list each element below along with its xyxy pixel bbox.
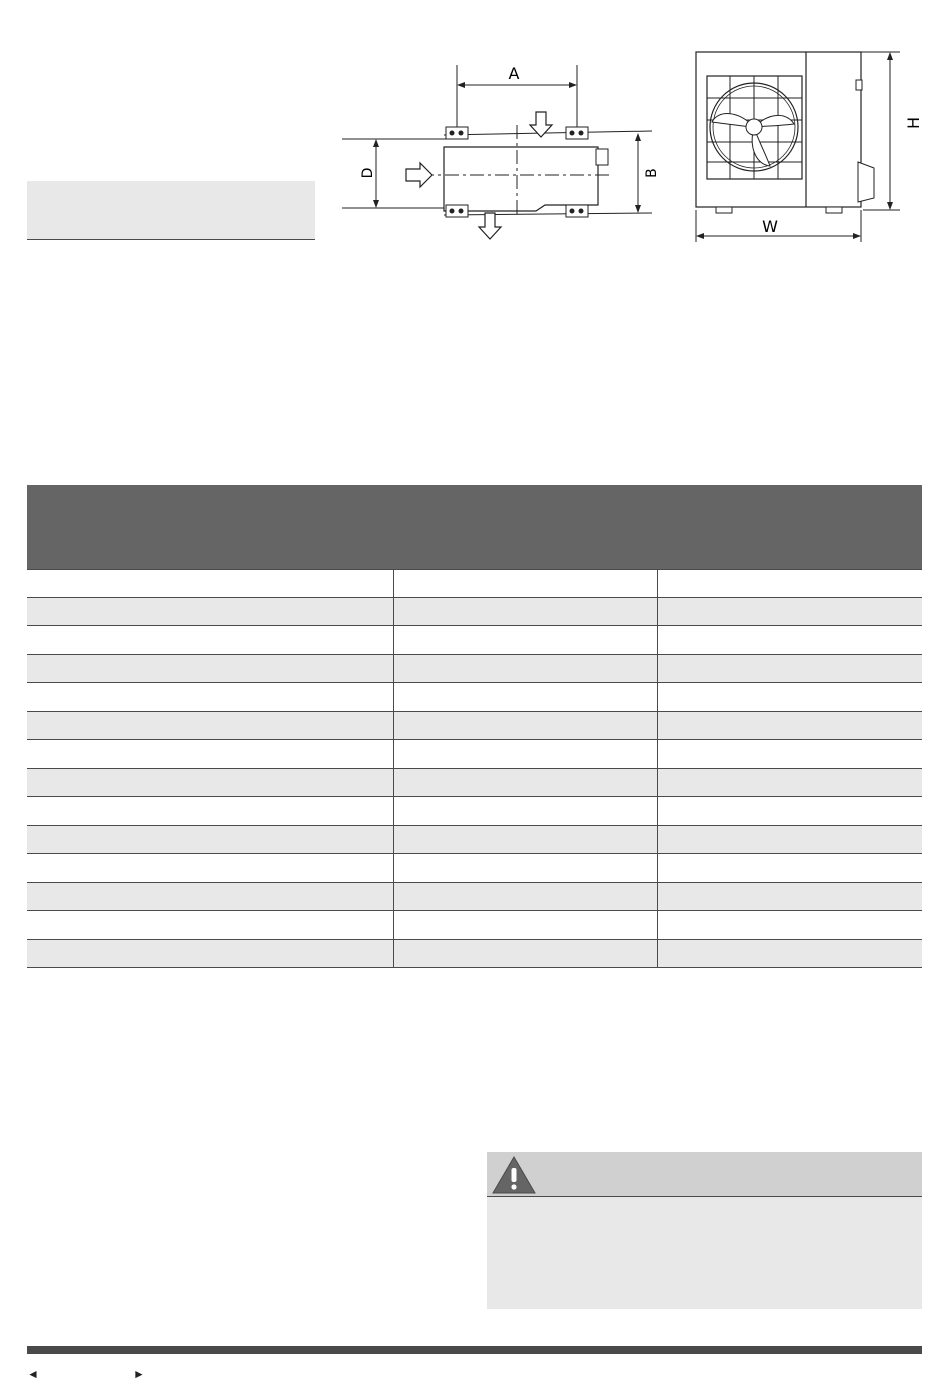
front-view-diagram bbox=[688, 40, 928, 245]
top-view-diagram bbox=[340, 55, 660, 245]
table-cell bbox=[27, 740, 393, 768]
table-row bbox=[27, 712, 922, 741]
table-cell bbox=[393, 940, 657, 968]
table-cell bbox=[27, 769, 393, 797]
table-cell bbox=[27, 626, 393, 654]
table-cell bbox=[27, 797, 393, 825]
table-row bbox=[27, 854, 922, 883]
table-cell bbox=[27, 683, 393, 711]
dimension-a-label: A bbox=[508, 64, 520, 83]
table-cell bbox=[27, 854, 393, 882]
dimension-d-label: D bbox=[360, 167, 376, 179]
table-cell bbox=[27, 598, 393, 626]
table-row bbox=[27, 598, 922, 627]
dimension-h-label: H bbox=[904, 116, 923, 130]
table-cell bbox=[657, 740, 922, 768]
spec-table bbox=[27, 485, 922, 968]
table-cell bbox=[657, 712, 922, 740]
table-cell bbox=[27, 826, 393, 854]
table-cell bbox=[657, 911, 922, 939]
table-row bbox=[27, 769, 922, 798]
table-row bbox=[27, 940, 922, 969]
table-cell bbox=[657, 826, 922, 854]
table-cell bbox=[393, 655, 657, 683]
table-cell bbox=[657, 883, 922, 911]
dimension-b-label: B bbox=[644, 168, 660, 178]
table-cell bbox=[393, 769, 657, 797]
next-page-arrow[interactable]: ► bbox=[133, 1367, 145, 1381]
table-cell bbox=[393, 883, 657, 911]
table-cell bbox=[393, 712, 657, 740]
table-cell bbox=[393, 598, 657, 626]
spec-table-header bbox=[27, 485, 922, 569]
table-row bbox=[27, 797, 922, 826]
table-cell bbox=[393, 740, 657, 768]
table-cell bbox=[393, 854, 657, 882]
table-cell bbox=[393, 826, 657, 854]
table-cell bbox=[393, 570, 657, 597]
table-cell bbox=[657, 598, 922, 626]
info-box bbox=[27, 181, 315, 240]
table-cell bbox=[27, 940, 393, 968]
table-cell bbox=[27, 655, 393, 683]
table-cell bbox=[393, 911, 657, 939]
dimension-w-label: W bbox=[762, 217, 778, 236]
table-cell bbox=[393, 626, 657, 654]
table-row bbox=[27, 655, 922, 684]
footer-bar bbox=[27, 1346, 922, 1354]
table-row bbox=[27, 826, 922, 855]
table-cell bbox=[27, 911, 393, 939]
table-cell bbox=[393, 797, 657, 825]
table-row bbox=[27, 911, 922, 940]
table-cell bbox=[657, 683, 922, 711]
table-cell bbox=[657, 626, 922, 654]
table-row bbox=[27, 569, 922, 598]
table-row bbox=[27, 683, 922, 712]
table-row bbox=[27, 883, 922, 912]
table-cell bbox=[657, 655, 922, 683]
table-cell bbox=[657, 854, 922, 882]
warning-icon bbox=[491, 1155, 537, 1195]
table-cell bbox=[657, 570, 922, 597]
prev-page-arrow[interactable]: ◄ bbox=[27, 1367, 39, 1381]
spec-table-body bbox=[27, 569, 922, 968]
table-cell bbox=[27, 712, 393, 740]
table-cell bbox=[27, 570, 393, 597]
table-cell bbox=[657, 797, 922, 825]
caution-header bbox=[487, 1152, 922, 1197]
table-row bbox=[27, 626, 922, 655]
table-cell bbox=[27, 883, 393, 911]
table-cell bbox=[657, 940, 922, 968]
table-cell bbox=[393, 683, 657, 711]
caution-box bbox=[487, 1152, 922, 1309]
table-cell bbox=[657, 769, 922, 797]
table-row bbox=[27, 740, 922, 769]
